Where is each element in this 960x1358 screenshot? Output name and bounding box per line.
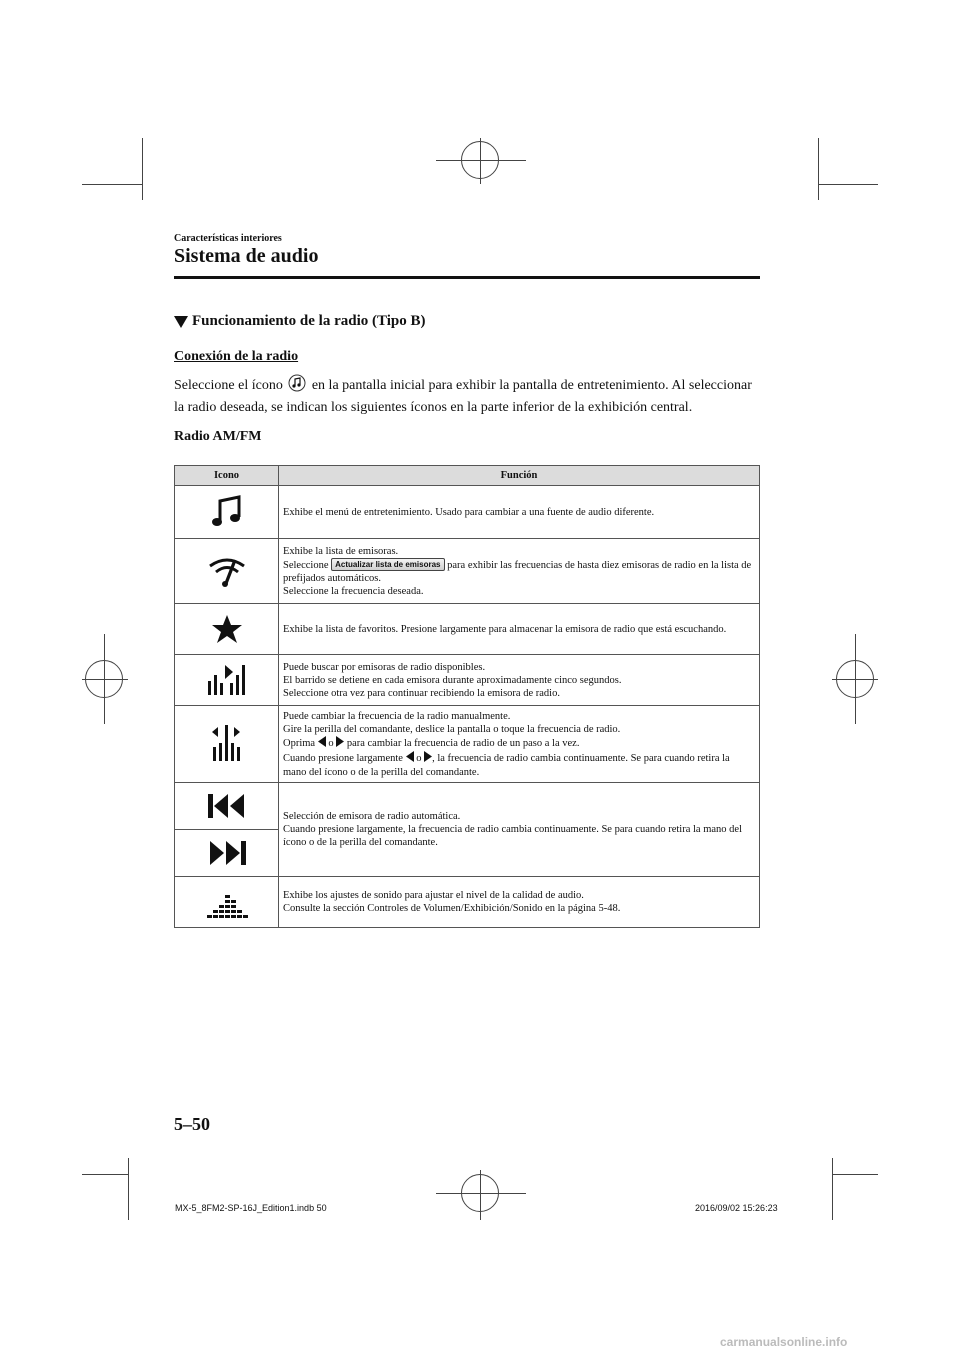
seek-back-icon bbox=[175, 783, 278, 830]
seek-icons bbox=[175, 783, 279, 877]
intro-paragraph: Seleccione el ícono en la pantalla inicial para exhibir la pantalla de entretenimiento. Al seleccionar la radio deseada, se indican los siguientes íconos en la parte inferior de la exhibición central. bbox=[174, 374, 760, 417]
function-text: Exhibe la lista de favoritos. Presione largamente para almacenar la emisora de radio que está escuchando. bbox=[279, 604, 760, 655]
arrow-left-icon[interactable] bbox=[406, 751, 414, 766]
music-note-icon bbox=[288, 374, 306, 398]
section-heading: Funcionamiento de la radio (Tipo B) bbox=[174, 313, 426, 330]
table-row bbox=[175, 783, 760, 877]
footer-timestamp: 2016/09/02 15:26:23 bbox=[695, 1203, 778, 1213]
music-note-icon bbox=[175, 486, 279, 539]
col-icon-header: Icono bbox=[175, 466, 279, 486]
table-header bbox=[175, 466, 760, 486]
function-table bbox=[174, 465, 760, 928]
arrow-right-icon[interactable] bbox=[336, 736, 344, 751]
function-text: Selección de emisora de radio automática. Cuando presione largamente, la frecuencia de radio cambia continuamente. Se para cuando retira la mano del ícono o de la perilla del comandante. bbox=[279, 783, 760, 877]
watermark: carmanualsonline.info bbox=[720, 1335, 848, 1349]
seek-forward-icon bbox=[175, 830, 278, 876]
table-row bbox=[175, 486, 760, 539]
table-row bbox=[175, 877, 760, 928]
table-row bbox=[175, 706, 760, 783]
function-text: Puede cambiar la frecuencia de la radio manualmente. Gire la perilla del comandante, deslice la pantalla o toque la frecuencia de radio. Oprima o para cambiar la frecuencia de radio de un paso a la vez. Cuando presione largamente o , la frecuencia de radio cambia continuamente. Se para cuando retira la mano del ícono o de la perilla del comandante. bbox=[279, 706, 760, 783]
triangle-bullet-icon bbox=[174, 316, 188, 328]
scan-icon bbox=[175, 655, 279, 706]
page-title: Sistema de audio bbox=[174, 245, 319, 267]
radio-type-label: Radio AM/FM bbox=[174, 429, 262, 444]
footer-filename: MX-5_8FM2-SP-16J_Edition1.indb 50 bbox=[175, 1203, 327, 1213]
table-row bbox=[175, 539, 760, 604]
station-list-icon bbox=[175, 539, 279, 604]
title-rule bbox=[174, 276, 760, 279]
manual-tune-icon bbox=[175, 706, 279, 783]
refresh-station-list-button[interactable]: Actualizar lista de emisoras bbox=[331, 558, 444, 571]
star-icon bbox=[175, 604, 279, 655]
section-label: Características interiores bbox=[174, 233, 282, 244]
table-row bbox=[175, 655, 760, 706]
sound-settings-icon bbox=[175, 877, 279, 928]
function-text: Exhibe la lista de emisoras. Seleccione Actualizar lista de emisoras para exhibir las frecuencias de hasta diez emisoras de radio en la lista de prefijados automáticos. Seleccione la frecuencia deseada. bbox=[279, 539, 760, 604]
function-text: Exhibe el menú de entretenimiento. Usado para cambiar a una fuente de audio diferente. bbox=[279, 486, 760, 539]
subsection-heading: Conexión de la radio bbox=[174, 349, 299, 364]
page-number: 5–50 bbox=[174, 1114, 210, 1134]
function-text: Exhibe los ajustes de sonido para ajustar el nivel de la calidad de audio. Consulte la sección Controles de Volumen/Exhibición/Sonido en la página 5-48. bbox=[279, 877, 760, 928]
function-text: Puede buscar por emisoras de radio disponibles. El barrido se detiene en cada emisora durante aproximadamente cinco segundos. Seleccione otra vez para continuar recibiendo la emisora de radio. bbox=[279, 655, 760, 706]
arrow-left-icon[interactable] bbox=[318, 736, 326, 751]
col-function-header: Función bbox=[279, 466, 760, 486]
arrow-right-icon[interactable] bbox=[424, 751, 432, 766]
table-row bbox=[175, 604, 760, 655]
